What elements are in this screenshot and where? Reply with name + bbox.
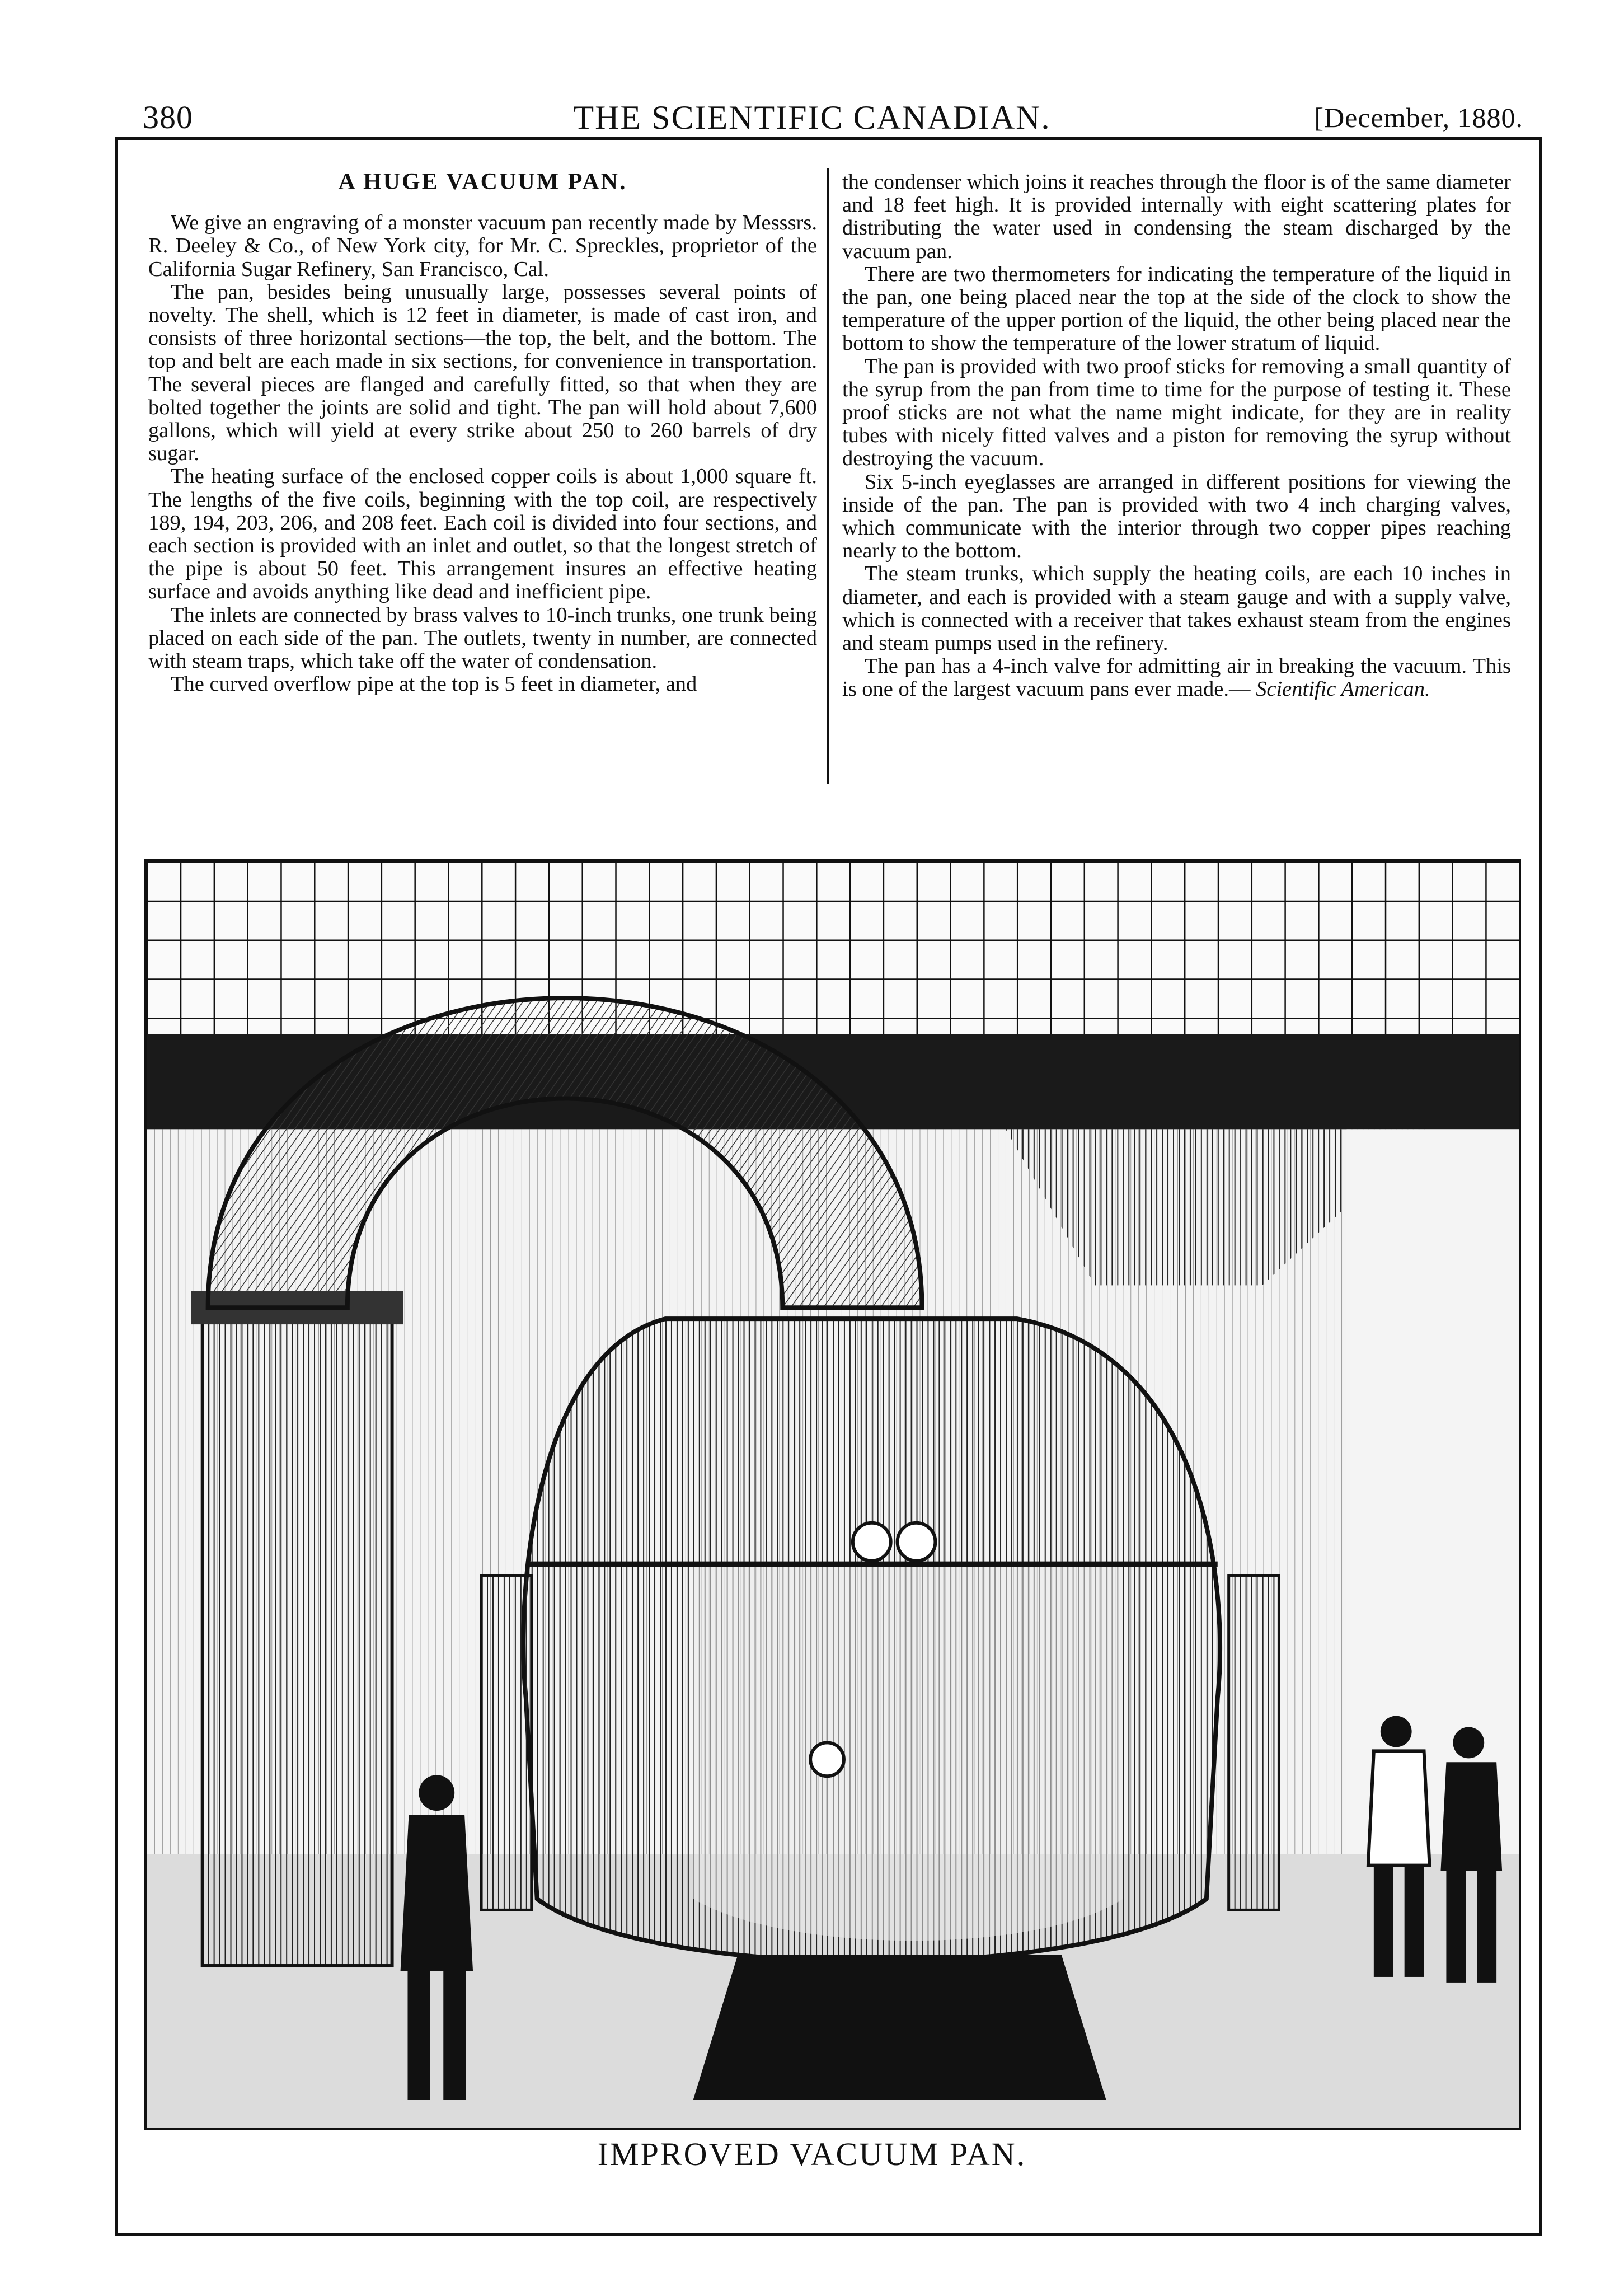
engraving-illustration xyxy=(147,861,1519,2128)
paragraph-2: The pan, besides being unusually large, possesses several points of novelty. The shell, which is 12 feet in diameter, is made of cast iron, and consists of three horizontal sections—the top, the belt, and the bottom. The top and belt are each made in six sections, for convenience in transportation. The several pieces are flanged and carefully fitted, so that when they are bolted together the joints are solid and tight. The pan will hold about 7,600 gallons, which will yield at every strike about 250 to 260 barrels of dry sugar. xyxy=(148,280,817,466)
paragraph-8: Six 5-inch eyeglasses are arranged in different positions for viewing the inside of the pan. The pan is provided with two 4 inch charging valves, which communicate with the interior through two copper pipes reaching nearly to the bottom. xyxy=(842,470,1511,563)
paragraph-5: The curved overflow pipe at the top is 5 feet in diameter, and xyxy=(171,672,697,696)
magazine-title: THE SCIENTIFIC CANADIAN. xyxy=(573,99,1051,136)
clock-gauge xyxy=(898,1523,936,1561)
article-source: Scientific American. xyxy=(1256,677,1430,701)
last-paragraph-text: The pan has a 4-inch valve for admitting air in breaking the vacuum. This is one of the largest vacuum pans ever made.— xyxy=(842,654,1511,701)
pan-base xyxy=(693,1955,1106,2100)
article-right-column xyxy=(842,171,1511,859)
paragraph-10 xyxy=(842,655,1511,701)
steam-gauge xyxy=(853,1523,891,1561)
right-steam-trunk xyxy=(1229,1575,1279,1910)
windows xyxy=(147,861,1519,1034)
left-steam-trunk xyxy=(481,1575,532,1910)
article-title: A HUGE VACUUM PAN. xyxy=(338,171,627,195)
page-number: 380 xyxy=(143,99,193,135)
column-divider xyxy=(827,168,829,784)
vacuum-pan-engraving xyxy=(144,859,1521,2130)
paragraph-7: The pan is provided with two proof sticks for removing a small quantity of the syrup from the pan from time to time for the purpose of testing it. These proof sticks are not what the name might indicate, for they are in reality tubes with nicely fitted valves and a piston for removing the syrup without destroying the vacuum. xyxy=(842,354,1511,471)
figure-caption: IMPROVED VACUUM PAN. xyxy=(597,2136,1027,2172)
issue-date: [December, 1880. xyxy=(1314,102,1523,133)
paragraph-4: The inlets are connected by brass valves to 10-inch trunks, one trunk being placed on each side of the pan. The outlets, twenty in number, are connected with steam traps, which take off the water of condensation. xyxy=(148,603,817,673)
paragraph-1: We give an engraving of a monster vacuum pan recently made by Messsrs. R. Deeley & Co., of New York city, for Mr. C. Spreckles, proprietor of the California Sugar Refinery, San Francisco, Cal. xyxy=(148,211,817,281)
pan-lit-panel xyxy=(693,1564,1123,1941)
paragraph-5-continued: the condenser which joins it reaches through the floor is of the same diameter and 18 feet high. It is provided internally with eight scattering plates for distributing the water used in condensing the steam discharged by the vacuum pan. xyxy=(842,171,1511,263)
article-left-column xyxy=(148,171,817,859)
lower-gauge xyxy=(810,1742,844,1776)
condenser-column xyxy=(203,1308,392,1966)
paragraph-9: The steam trunks, which supply the heating coils, are each 10 inches in diameter, and each is provided with a steam gauge and with a supply valve, which is connected with a receiver that takes exhaust steam from the engines and steam pumps used in the refinery. xyxy=(842,562,1511,655)
paragraph-3: The heating surface of the enclosed copper coils is about 1,000 square ft. The lengths of the five coils, beginning with the top coil, are respectively 189, 194, 203, 206, and 208 feet. Each coil is divided into four sections, and each section is provided with an inlet and outlet, so that the longest stretch of the pipe is about 50 feet. This arrangement insures an effective heating surface and avoids anything like dead and inefficient pipe. xyxy=(148,465,817,604)
paragraph-6: There are two thermometers for indicating the temperature of the liquid in the pan, one being placed near the top at the side of the clock to show the temperature of the upper portion of the liquid, the other being placed near the bottom to show the temperature of the lower stratum of liquid. xyxy=(842,262,1511,355)
